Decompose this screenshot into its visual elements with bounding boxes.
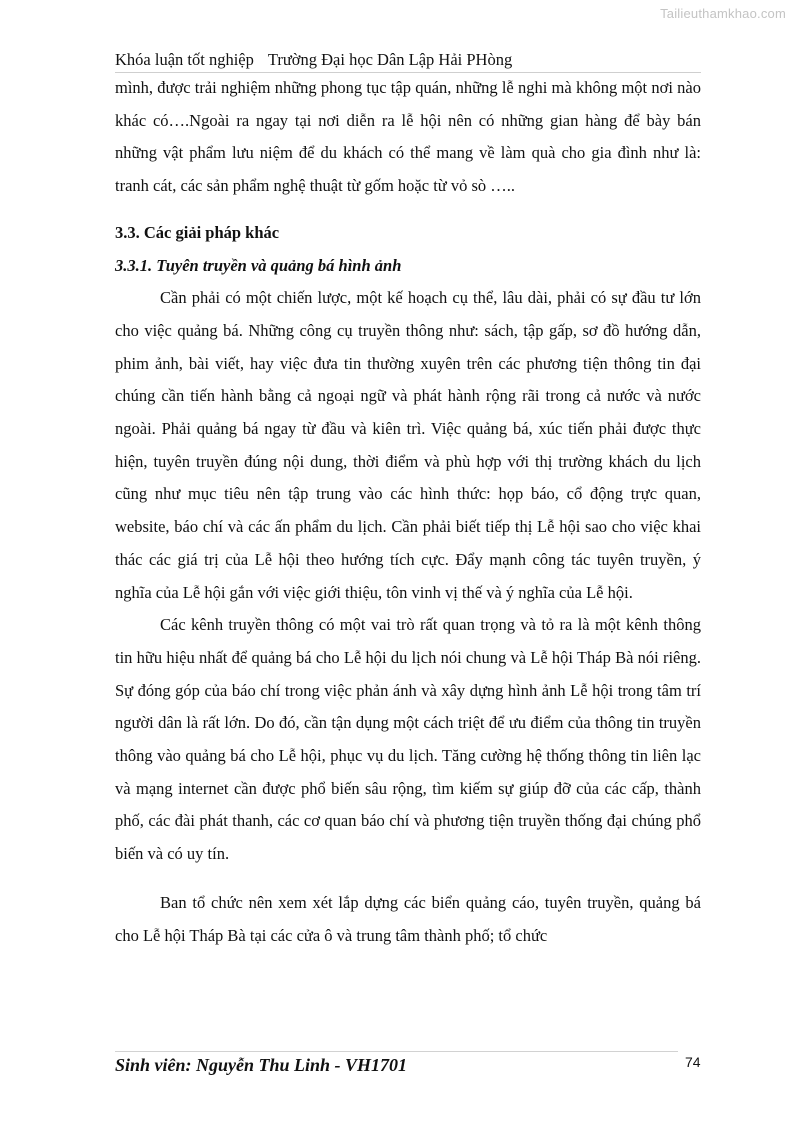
paragraph-continued: mình, được trải nghiệm những phong tục tập quán, những lễ nghi mà không một nơi nào khác có….Ngoài ra ngay tại nơi diễn ra lễ hội nên có những gian hàng để bày bán những vật phẩm lưu niệm để du khách có thể mang về làm quà cho gia đình như là: tranh cát, các sản phẩm nghệ thuật từ gốm hoặc từ vỏ sò ….. (115, 78, 701, 196)
paragraph-media-channels: Các kênh truyền thông có một vai trò rất quan trọng và tỏ ra là một kênh thông tin hữu hiệu nhất để quảng bá cho Lễ hội du lịch nói chung và Lễ hội Tháp Bà nói riêng. Sự đóng góp của báo chí trong việc phản ánh và xây dựng hình ảnh Lễ hội trong tâm trí người dân là rất lớn. Do đó, cần tận dụng một cách triệt để ưu điểm của thông tin truyền thông vào quảng bá cho Lễ hội, phục vụ du lịch. Tăng cường hệ thống thông tin liên lạc và mạng internet cần được phổ biến sâu rộng, tìm kiếm sự giúp đỡ của các cấp, thành phố, các đài phát thanh, các cơ quan báo chí và phương tiện truyền thống đại chúng phổ biến và có uy tín. (115, 615, 701, 864)
paragraph-promotion-strategy: Cần phải có một chiến lược, một kế hoạch cụ thể, lâu dài, phải có sự đầu tư lớn cho việc quảng bá. Những công cụ truyền thông như: sách, tập gấp, sơ đồ hướng dẫn, phim ảnh, bài viết, hay việc đưa tin thường xuyên trên các phương tiện thông tin đại chúng cần tiến hành bằng cả ngoại ngữ và phát hành rộng rãi trong cả nước và nước ngoài. Phải quảng bá ngay từ đầu và kiên trì. Việc quảng bá, xúc tiến phải được thực hiện, tuyên truyền đúng nội dung, thời điểm và phù hợp với thị trường khách du lịch cũng như mục tiêu nên tập trung vào các hình thức: họp báo, cổ động trực quan, website, báo chí và các ấn phẩm du lịch. Cần phải biết tiếp thị Lễ hội sao cho việc khai thác các giá trị của Lễ hội theo hướng tích cực. Đẩy mạnh công tác tuyên truyền, ý nghĩa của Lễ hội gắn với việc giới thiệu, tôn vinh vị thế và ý nghĩa của Lễ hội. (115, 288, 701, 602)
document-body (115, 72, 701, 952)
subsection-heading: 3.3.1. Tuyên truyền và quảng bá hình ảnh (115, 255, 402, 275)
watermark: Tailieuthamkhao.com (660, 6, 786, 21)
page-number: 74 (685, 1054, 701, 1070)
header-thesis-label: Khóa luận tốt nghiệp (115, 50, 254, 69)
footer-divider (115, 1051, 678, 1052)
footer-author: Sinh viên: Nguyễn Thu Linh - VH1701 (115, 1055, 408, 1075)
section-heading: 3.3. Các giải pháp khác (115, 222, 280, 242)
header-school-name: Trường Đại học Dân Lập Hải PHòng (267, 50, 513, 69)
paragraph-billboards: Ban tổ chức nên xem xét lắp dựng các biển quảng cáo, tuyên truyền, quảng bá cho Lễ hội Tháp Bà tại các cửa ô và trung tâm thành phố; tổ chức (115, 892, 701, 945)
page-header (115, 50, 701, 73)
